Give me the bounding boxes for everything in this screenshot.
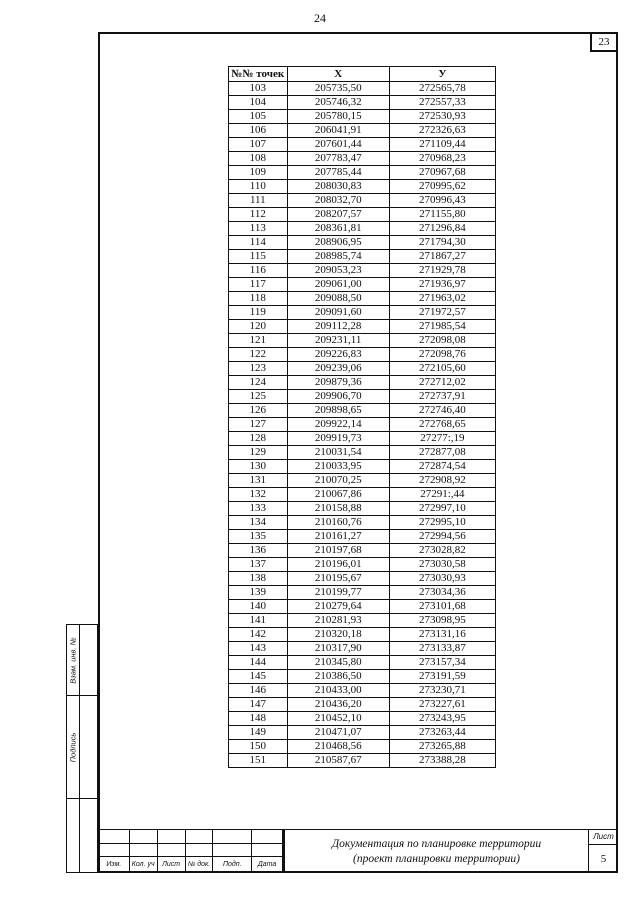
- x-cell: 208906,95: [287, 236, 389, 250]
- point-number-cell: 106: [229, 124, 288, 138]
- x-cell: 210158,88: [287, 502, 389, 516]
- x-cell: 207783,47: [287, 152, 389, 166]
- table-row: [229, 250, 496, 264]
- sheet-label: Лист: [589, 830, 618, 845]
- point-number-cell: 118: [229, 292, 288, 306]
- table-row: [229, 460, 496, 474]
- y-cell: 272712,02: [389, 376, 495, 390]
- x-cell: 205735,50: [287, 82, 389, 96]
- table-row: [229, 586, 496, 600]
- signature-label-cell: [66, 695, 80, 799]
- y-cell: 271109,44: [389, 138, 495, 152]
- y-cell: 273227,61: [389, 698, 495, 712]
- table-row: [229, 320, 496, 334]
- y-cell: 272737,91: [389, 390, 495, 404]
- y-cell: 273243,95: [389, 712, 495, 726]
- x-cell: 207785,44: [287, 166, 389, 180]
- revision-grid: [98, 829, 283, 873]
- y-cell: 273098,95: [389, 614, 495, 628]
- table-row: [229, 530, 496, 544]
- x-cell: 210197,68: [287, 544, 389, 558]
- x-cell: 210281,93: [287, 614, 389, 628]
- point-number-cell: 129: [229, 446, 288, 460]
- x-cell: 210161,27: [287, 530, 389, 544]
- signature-value-cell: [79, 695, 98, 799]
- x-cell: 205780,15: [287, 110, 389, 124]
- point-number-cell: 140: [229, 600, 288, 614]
- table-row: [229, 334, 496, 348]
- y-cell: 271929,78: [389, 264, 495, 278]
- point-number-cell: 139: [229, 586, 288, 600]
- x-cell: 210196,01: [287, 558, 389, 572]
- point-number-cell: 125: [229, 390, 288, 404]
- point-number-cell: 109: [229, 166, 288, 180]
- point-number-cell: 135: [229, 530, 288, 544]
- point-number-cell: 134: [229, 516, 288, 530]
- point-number-cell: 131: [229, 474, 288, 488]
- point-number-cell: 112: [229, 208, 288, 222]
- table-row: [229, 306, 496, 320]
- point-number-cell: 126: [229, 404, 288, 418]
- x-cell: 210436,20: [287, 698, 389, 712]
- x-cell: 210468,56: [287, 740, 389, 754]
- x-cell: 210452,10: [287, 712, 389, 726]
- point-number-cell: 136: [229, 544, 288, 558]
- y-cell: 270996,43: [389, 194, 495, 208]
- point-number-cell: 133: [229, 502, 288, 516]
- table-row: [229, 642, 496, 656]
- x-cell: 209879,36: [287, 376, 389, 390]
- table-row: [229, 754, 496, 768]
- x-cell: 209906,70: [287, 390, 389, 404]
- table-row: [229, 222, 496, 236]
- table-row: [229, 180, 496, 194]
- x-cell: 209112,28: [287, 320, 389, 334]
- sheet-box: [588, 829, 618, 873]
- y-cell: 272098,08: [389, 334, 495, 348]
- point-number-cell: 108: [229, 152, 288, 166]
- col-doc-number: № док.: [185, 857, 213, 873]
- col-count: Кол. уч: [129, 857, 157, 873]
- y-cell: 272994,56: [389, 530, 495, 544]
- header-y: У: [389, 67, 495, 82]
- table-row: [229, 110, 496, 124]
- point-number-cell: 132: [229, 488, 288, 502]
- table-row: [229, 96, 496, 110]
- x-cell: 210033,95: [287, 460, 389, 474]
- table-row: [229, 278, 496, 292]
- point-number-cell: 104: [229, 96, 288, 110]
- point-number-cell: 150: [229, 740, 288, 754]
- y-cell: 270995,62: [389, 180, 495, 194]
- point-number-cell: 113: [229, 222, 288, 236]
- y-cell: 272908,92: [389, 474, 495, 488]
- table-row: [229, 516, 496, 530]
- table-row: [229, 376, 496, 390]
- y-cell: 272565,78: [389, 82, 495, 96]
- x-cell: 210471,07: [287, 726, 389, 740]
- x-cell: 208361,81: [287, 222, 389, 236]
- x-cell: 210070,25: [287, 474, 389, 488]
- point-number-cell: 114: [229, 236, 288, 250]
- point-number-cell: 128: [229, 432, 288, 446]
- col-date: Дата: [252, 857, 283, 873]
- x-cell: 209922,14: [287, 418, 389, 432]
- y-cell: 273028,82: [389, 544, 495, 558]
- point-number-cell: 105: [229, 110, 288, 124]
- inv-label-cell: [66, 798, 80, 873]
- table-row: [229, 656, 496, 670]
- table-row: [229, 208, 496, 222]
- table-row: [229, 572, 496, 586]
- revision-header-row: [99, 857, 283, 873]
- table-row: [229, 124, 496, 138]
- point-number-cell: 144: [229, 656, 288, 670]
- point-number-cell: 110: [229, 180, 288, 194]
- y-cell: 273133,87: [389, 642, 495, 656]
- table-row: [229, 446, 496, 460]
- point-number-cell: 130: [229, 460, 288, 474]
- point-number-cell: 124: [229, 376, 288, 390]
- y-cell: 272326,63: [389, 124, 495, 138]
- x-cell: 210195,67: [287, 572, 389, 586]
- y-cell: 271296,84: [389, 222, 495, 236]
- table-row: [229, 390, 496, 404]
- x-cell: 209231,11: [287, 334, 389, 348]
- point-number-cell: 121: [229, 334, 288, 348]
- y-cell: 272105,60: [389, 362, 495, 376]
- col-change: Изм.: [99, 857, 130, 873]
- y-cell: 272746,40: [389, 404, 495, 418]
- x-cell: 210031,54: [287, 446, 389, 460]
- table-row: [229, 138, 496, 152]
- y-cell: 271794,30: [389, 236, 495, 250]
- document-title: [283, 829, 588, 873]
- table-row: [229, 474, 496, 488]
- point-number-cell: 115: [229, 250, 288, 264]
- table-row: [229, 544, 496, 558]
- table-row: [229, 712, 496, 726]
- y-cell: 271985,54: [389, 320, 495, 334]
- point-number-cell: 149: [229, 726, 288, 740]
- x-cell: 208207,57: [287, 208, 389, 222]
- y-cell: 272995,10: [389, 516, 495, 530]
- x-cell: 209239,06: [287, 362, 389, 376]
- document-title-line2: (проект планировки территории): [353, 852, 520, 865]
- table-row: [229, 558, 496, 572]
- replace-inv-value-cell: [79, 624, 98, 696]
- y-cell: 271867,27: [389, 250, 495, 264]
- x-cell: 209088,50: [287, 292, 389, 306]
- y-cell: 27291:,44: [389, 488, 495, 502]
- point-number-cell: 123: [229, 362, 288, 376]
- table-row: [229, 166, 496, 180]
- point-number-cell: 120: [229, 320, 288, 334]
- table-row: [229, 404, 496, 418]
- point-number-cell: 146: [229, 684, 288, 698]
- sheet-number: 5: [600, 853, 607, 865]
- x-cell: 206041,91: [287, 124, 389, 138]
- y-cell: 273265,88: [389, 740, 495, 754]
- y-cell: 272098,76: [389, 348, 495, 362]
- x-cell: 208030,83: [287, 180, 389, 194]
- x-cell: 205746,32: [287, 96, 389, 110]
- document-title-line1: Документация по планировке территории: [331, 837, 542, 850]
- title-block: [98, 829, 618, 873]
- x-cell: 209226,83: [287, 348, 389, 362]
- point-number-cell: 111: [229, 194, 288, 208]
- table-row: [229, 628, 496, 642]
- x-cell: 210386,50: [287, 670, 389, 684]
- y-cell: 272530,93: [389, 110, 495, 124]
- table-row: [229, 194, 496, 208]
- header-x: X: [287, 67, 389, 82]
- table-row: [229, 600, 496, 614]
- x-cell: 210199,77: [287, 586, 389, 600]
- table-row: [229, 740, 496, 754]
- table-row: [229, 432, 496, 446]
- side-stamp-strip: [66, 624, 98, 873]
- table-row: [229, 670, 496, 684]
- replace-inv-label-cell: [66, 624, 80, 696]
- x-cell: 209053,23: [287, 264, 389, 278]
- x-cell: 208032,70: [287, 194, 389, 208]
- table-header-row: [229, 67, 496, 82]
- point-number-cell: 117: [229, 278, 288, 292]
- table-row: [229, 362, 496, 376]
- x-cell: 209898,65: [287, 404, 389, 418]
- point-number-cell: 151: [229, 754, 288, 768]
- y-cell: 272877,08: [389, 446, 495, 460]
- x-cell: 210160,76: [287, 516, 389, 530]
- y-cell: 271936,97: [389, 278, 495, 292]
- coordinates-table: [228, 66, 496, 768]
- coordinates-body: [229, 82, 496, 768]
- y-cell: 273030,93: [389, 572, 495, 586]
- point-number-cell: 137: [229, 558, 288, 572]
- point-number-cell: 103: [229, 82, 288, 96]
- y-cell: 270967,68: [389, 166, 495, 180]
- header-point-number: №№ точек: [229, 67, 288, 82]
- table-row: [229, 236, 496, 250]
- y-cell: 273388,28: [389, 754, 495, 768]
- point-number-cell: 107: [229, 138, 288, 152]
- signature-label: Подпись: [68, 732, 78, 762]
- table-row: [229, 502, 496, 516]
- table-row: [229, 264, 496, 278]
- point-number-cell: 116: [229, 264, 288, 278]
- x-cell: 210587,67: [287, 754, 389, 768]
- x-cell: 210433,00: [287, 684, 389, 698]
- point-number-cell: 119: [229, 306, 288, 320]
- y-cell: 273157,34: [389, 656, 495, 670]
- table-row: [229, 614, 496, 628]
- y-cell: 273131,16: [389, 628, 495, 642]
- y-cell: 272874,54: [389, 460, 495, 474]
- y-cell: 273191,59: [389, 670, 495, 684]
- point-number-cell: 147: [229, 698, 288, 712]
- point-number-cell: 141: [229, 614, 288, 628]
- point-number-cell: 148: [229, 712, 288, 726]
- x-cell: 210317,90: [287, 642, 389, 656]
- table-row: [229, 152, 496, 166]
- table-row: [229, 348, 496, 362]
- col-signature: Подп.: [213, 857, 252, 873]
- table-row: [229, 726, 496, 740]
- x-cell: 209061,00: [287, 278, 389, 292]
- table-row: [229, 684, 496, 698]
- top-page-number: 24: [314, 11, 326, 25]
- replace-inv-label: Взам. инв. №: [68, 636, 78, 684]
- y-cell: 273230,71: [389, 684, 495, 698]
- point-number-cell: 143: [229, 642, 288, 656]
- y-cell: 270968,23: [389, 152, 495, 166]
- table-row: [229, 418, 496, 432]
- y-cell: 272768,65: [389, 418, 495, 432]
- col-sheet: Лист: [157, 857, 185, 873]
- y-cell: 273263,44: [389, 726, 495, 740]
- y-cell: 273101,68: [389, 600, 495, 614]
- point-number-cell: 142: [229, 628, 288, 642]
- table-row: [229, 698, 496, 712]
- table-row: [229, 82, 496, 96]
- y-cell: 271155,80: [389, 208, 495, 222]
- y-cell: 272557,33: [389, 96, 495, 110]
- inv-value-cell: [79, 798, 98, 873]
- y-cell: 27277:,19: [389, 432, 495, 446]
- y-cell: 273034,36: [389, 586, 495, 600]
- x-cell: 210345,80: [287, 656, 389, 670]
- x-cell: 210320,18: [287, 628, 389, 642]
- table-row: [229, 292, 496, 306]
- x-cell: 208985,74: [287, 250, 389, 264]
- point-number-cell: 122: [229, 348, 288, 362]
- table-row: [229, 488, 496, 502]
- x-cell: 209919,73: [287, 432, 389, 446]
- frame-page-number: 23: [590, 32, 618, 52]
- x-cell: 210067,86: [287, 488, 389, 502]
- revision-row: [99, 830, 283, 844]
- point-number-cell: 127: [229, 418, 288, 432]
- x-cell: 207601,44: [287, 138, 389, 152]
- x-cell: 209091,60: [287, 306, 389, 320]
- revision-row: [99, 843, 283, 857]
- y-cell: 271972,57: [389, 306, 495, 320]
- point-number-cell: 145: [229, 670, 288, 684]
- y-cell: 271963,02: [389, 292, 495, 306]
- y-cell: 272997,10: [389, 502, 495, 516]
- point-number-cell: 138: [229, 572, 288, 586]
- y-cell: 273030,58: [389, 558, 495, 572]
- x-cell: 210279,64: [287, 600, 389, 614]
